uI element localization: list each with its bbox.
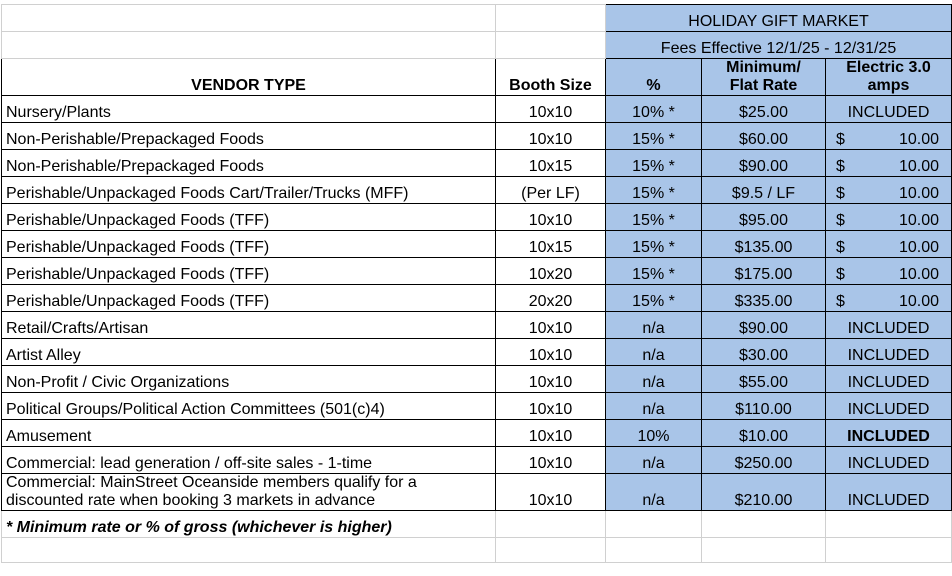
table-row bbox=[2, 285, 952, 312]
electric-amount: 10.00 bbox=[898, 131, 940, 148]
table-row bbox=[2, 150, 952, 177]
electric-cell[interactable] bbox=[826, 231, 952, 258]
empty-cell[interactable] bbox=[606, 538, 702, 563]
vendor-type-cell[interactable]: Perishable/Unpackaged Foods (TFF) bbox=[2, 258, 496, 285]
percent-cell[interactable]: n/a bbox=[606, 474, 702, 511]
table-row bbox=[2, 474, 952, 511]
empty-cell[interactable] bbox=[702, 538, 826, 563]
electric-cell[interactable]: INCLUDED bbox=[826, 366, 952, 393]
empty-cell[interactable] bbox=[496, 538, 606, 563]
rate-cell[interactable]: $135.00 bbox=[702, 231, 826, 258]
currency-symbol: $ bbox=[836, 131, 845, 148]
empty-cell[interactable] bbox=[2, 5, 496, 32]
table-row bbox=[2, 96, 952, 123]
booth-size-cell[interactable]: 10x10 bbox=[496, 366, 606, 393]
electric-cell[interactable] bbox=[826, 177, 952, 204]
percent-cell[interactable]: 15% * bbox=[606, 258, 702, 285]
electric-fee bbox=[830, 185, 947, 203]
electric-cell[interactable] bbox=[826, 258, 952, 285]
empty-cell[interactable] bbox=[606, 511, 702, 538]
blank-row bbox=[2, 538, 952, 563]
booth-size-cell[interactable]: 10x10 bbox=[496, 447, 606, 474]
currency-symbol: $ bbox=[836, 185, 845, 202]
booth-size-cell[interactable]: (Per LF) bbox=[496, 177, 606, 204]
rate-cell[interactable]: $55.00 bbox=[702, 366, 826, 393]
electric-fee bbox=[830, 266, 947, 284]
electric-amount: 10.00 bbox=[898, 185, 940, 202]
booth-size-cell[interactable]: 10x10 bbox=[496, 474, 606, 511]
rate-cell[interactable]: $210.00 bbox=[702, 474, 826, 511]
vendor-rows bbox=[2, 96, 952, 511]
rate-cell[interactable]: $60.00 bbox=[702, 123, 826, 150]
currency-symbol: $ bbox=[836, 212, 845, 229]
header-booth-size[interactable]: Booth Size bbox=[496, 59, 606, 96]
percent-cell[interactable]: n/a bbox=[606, 393, 702, 420]
footnote[interactable]: * Minimum rate or % of gross (whichever is higher) bbox=[2, 511, 496, 538]
currency-symbol: $ bbox=[836, 158, 845, 175]
electric-cell[interactable]: INCLUDED bbox=[826, 312, 952, 339]
percent-cell[interactable]: 15% * bbox=[606, 204, 702, 231]
empty-cell[interactable] bbox=[496, 5, 606, 32]
booth-size-cell[interactable]: 20x20 bbox=[496, 285, 606, 312]
empty-cell[interactable] bbox=[2, 538, 496, 563]
currency-symbol: $ bbox=[836, 239, 845, 256]
vendor-type-cell[interactable]: Non-Profit / Civic Organizations bbox=[2, 366, 496, 393]
vendor-type-cell[interactable]: Retail/Crafts/Artisan bbox=[2, 312, 496, 339]
table-row bbox=[2, 312, 952, 339]
booth-size-cell[interactable]: 10x10 bbox=[496, 393, 606, 420]
electric-cell[interactable] bbox=[826, 123, 952, 150]
min-rate-line2: Flat Rate bbox=[729, 77, 798, 94]
currency-symbol: $ bbox=[836, 293, 845, 310]
percent-cell[interactable]: n/a bbox=[606, 312, 702, 339]
vendor-type-cell[interactable]: Non-Perishable/Prepackaged Foods bbox=[2, 150, 496, 177]
rate-cell[interactable]: $95.00 bbox=[702, 204, 826, 231]
header-percent[interactable]: % bbox=[606, 59, 702, 96]
fees-effective[interactable]: Fees Effective 12/1/25 - 12/31/25 bbox=[606, 32, 952, 59]
rate-cell[interactable]: $90.00 bbox=[702, 312, 826, 339]
electric-fee bbox=[830, 293, 947, 311]
electric-line1: Electric 3.0 bbox=[846, 59, 931, 76]
rate-cell[interactable]: $9.5 / LF bbox=[702, 177, 826, 204]
percent-cell[interactable]: 10% bbox=[606, 420, 702, 447]
electric-amount: 10.00 bbox=[898, 266, 940, 283]
rate-cell[interactable]: $90.00 bbox=[702, 150, 826, 177]
electric-amount: 10.00 bbox=[898, 239, 940, 256]
rate-cell[interactable]: $250.00 bbox=[702, 447, 826, 474]
rate-cell[interactable]: $335.00 bbox=[702, 285, 826, 312]
electric-cell[interactable] bbox=[826, 150, 952, 177]
electric-line2: amps bbox=[867, 77, 910, 94]
electric-cell[interactable]: INCLUDED bbox=[826, 339, 952, 366]
electric-cell[interactable]: INCLUDED bbox=[826, 474, 952, 511]
percent-cell[interactable]: n/a bbox=[606, 366, 702, 393]
vendor-type-cell[interactable]: Commercial: MainStreet Oceanside members qualify for a discounted rate when booking 3 markets in advance bbox=[2, 474, 496, 511]
header-row bbox=[2, 59, 952, 96]
percent-cell[interactable]: 15% * bbox=[606, 177, 702, 204]
electric-fee bbox=[830, 239, 947, 257]
vendor-type-cell[interactable]: Perishable/Unpackaged Foods (TFF) bbox=[2, 231, 496, 258]
rate-cell[interactable]: $25.00 bbox=[702, 96, 826, 123]
electric-amount: 10.00 bbox=[898, 158, 940, 175]
table-row bbox=[2, 177, 952, 204]
electric-amount: 10.00 bbox=[898, 212, 940, 229]
booth-size-cell[interactable]: 10x15 bbox=[496, 231, 606, 258]
empty-cell[interactable] bbox=[496, 511, 606, 538]
percent-cell[interactable]: n/a bbox=[606, 339, 702, 366]
electric-cell[interactable] bbox=[826, 285, 952, 312]
rate-cell[interactable]: $175.00 bbox=[702, 258, 826, 285]
booth-size-cell[interactable]: 10x10 bbox=[496, 204, 606, 231]
title-row bbox=[2, 5, 952, 32]
electric-cell[interactable] bbox=[826, 204, 952, 231]
booth-size-cell[interactable]: 10x10 bbox=[496, 123, 606, 150]
empty-cell[interactable] bbox=[702, 511, 826, 538]
vendor-type-cell[interactable]: Non-Perishable/Prepackaged Foods bbox=[2, 123, 496, 150]
booth-size-cell[interactable]: 10x20 bbox=[496, 258, 606, 285]
rate-cell[interactable]: $10.00 bbox=[702, 420, 826, 447]
vendor-type-cell[interactable]: Amusement bbox=[2, 420, 496, 447]
fee-table bbox=[1, 4, 952, 563]
electric-fee bbox=[830, 131, 947, 149]
percent-cell[interactable]: n/a bbox=[606, 447, 702, 474]
table-row bbox=[2, 393, 952, 420]
electric-amount: 10.00 bbox=[898, 293, 940, 310]
table-row bbox=[2, 366, 952, 393]
percent-cell[interactable]: 10% * bbox=[606, 96, 702, 123]
booth-size-cell[interactable]: 10x10 bbox=[496, 339, 606, 366]
percent-cell[interactable]: 15% * bbox=[606, 231, 702, 258]
booth-size-cell[interactable]: 10x10 bbox=[496, 312, 606, 339]
rate-cell[interactable]: $30.00 bbox=[702, 339, 826, 366]
booth-size-cell[interactable]: 10x10 bbox=[496, 420, 606, 447]
percent-cell[interactable]: 15% * bbox=[606, 285, 702, 312]
fees-row bbox=[2, 32, 952, 59]
electric-cell[interactable]: INCLUDED bbox=[826, 447, 952, 474]
vendor-type-cell[interactable]: Political Groups/Political Action Committees (501(c)4) bbox=[2, 393, 496, 420]
table-row bbox=[2, 420, 952, 447]
percent-cell[interactable]: 15% * bbox=[606, 150, 702, 177]
booth-size-cell[interactable]: 10x10 bbox=[496, 96, 606, 123]
empty-cell[interactable] bbox=[496, 32, 606, 59]
currency-symbol: $ bbox=[836, 266, 845, 283]
footnote-row bbox=[2, 511, 952, 538]
header-min-rate[interactable] bbox=[702, 59, 826, 96]
electric-cell[interactable]: INCLUDED bbox=[826, 393, 952, 420]
booth-size-cell[interactable]: 10x15 bbox=[496, 150, 606, 177]
vendor-type-cell[interactable]: Perishable/Unpackaged Foods (TFF) bbox=[2, 204, 496, 231]
header-electric[interactable] bbox=[826, 59, 952, 96]
vendor-type-cell[interactable]: Perishable/Unpackaged Foods Cart/Trailer/Trucks (MFF) bbox=[2, 177, 496, 204]
table-row bbox=[2, 447, 952, 474]
vendor-type-cell[interactable]: Perishable/Unpackaged Foods (TFF) bbox=[2, 285, 496, 312]
electric-fee bbox=[830, 212, 947, 230]
table-row bbox=[2, 204, 952, 231]
vendor-type-cell[interactable]: Commercial: lead generation / off-site sales - 1-time bbox=[2, 447, 496, 474]
vendor-type-cell[interactable]: Artist Alley bbox=[2, 339, 496, 366]
header-vendor-type[interactable]: VENDOR TYPE bbox=[2, 59, 496, 96]
electric-fee bbox=[830, 158, 947, 176]
table-row bbox=[2, 258, 952, 285]
electric-cell[interactable]: INCLUDED bbox=[826, 420, 952, 447]
empty-cell[interactable] bbox=[826, 538, 952, 563]
table-row bbox=[2, 123, 952, 150]
min-rate-line1: Minimum/ bbox=[726, 59, 801, 76]
rate-cell[interactable]: $110.00 bbox=[702, 393, 826, 420]
vendor-type-cell[interactable]: Nursery/Plants bbox=[2, 96, 496, 123]
table-row bbox=[2, 231, 952, 258]
table-row bbox=[2, 339, 952, 366]
percent-cell[interactable]: 15% * bbox=[606, 123, 702, 150]
market-title[interactable]: HOLIDAY GIFT MARKET bbox=[606, 5, 952, 32]
electric-cell[interactable]: INCLUDED bbox=[826, 96, 952, 123]
empty-cell[interactable] bbox=[826, 511, 952, 538]
empty-cell[interactable] bbox=[2, 32, 496, 59]
